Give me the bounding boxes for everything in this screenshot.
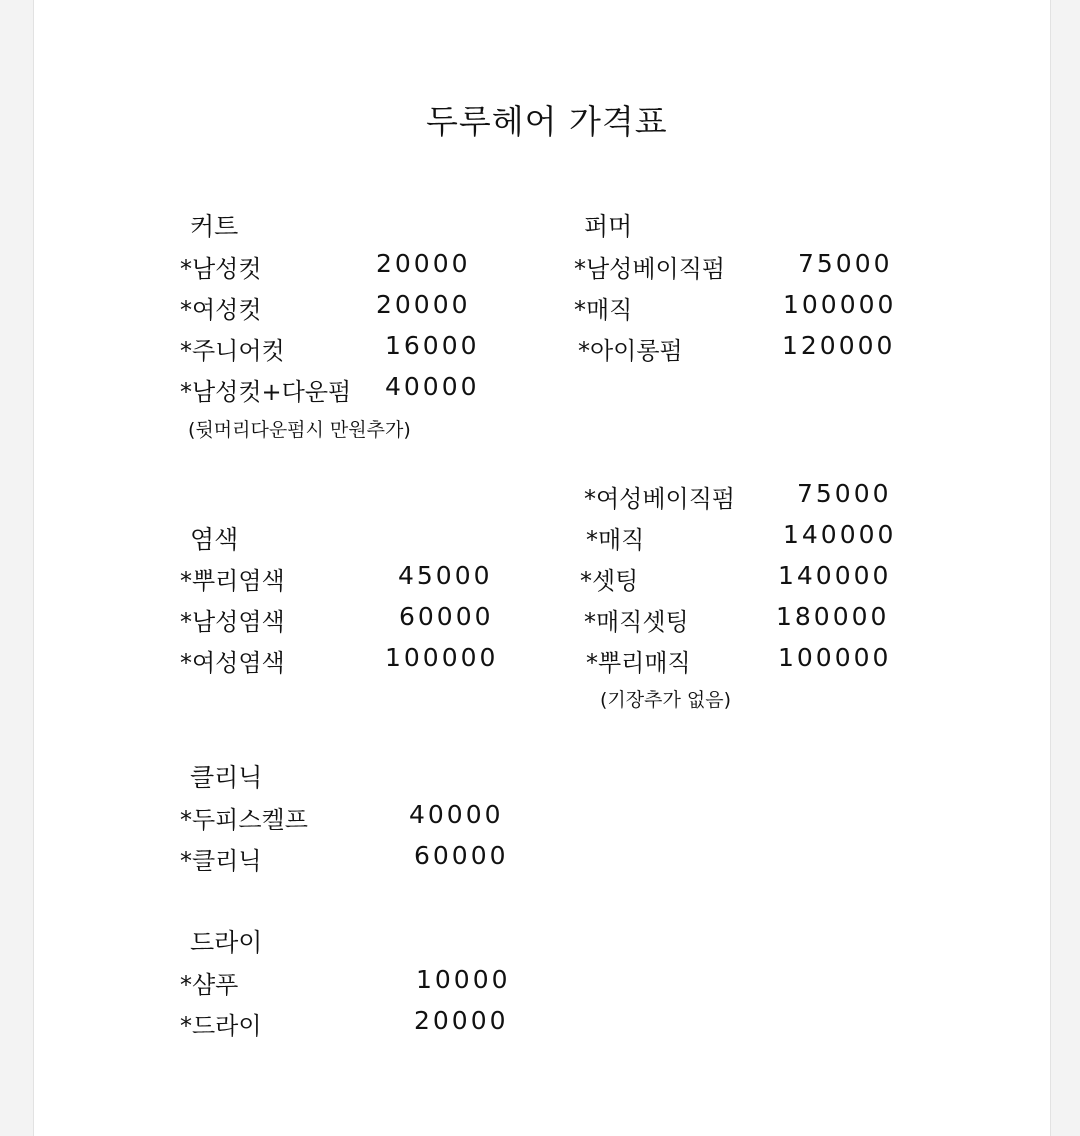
section-heading-dye: 염색 (190, 525, 239, 554)
item-price: 100000 (385, 643, 499, 672)
item-price: 75000 (798, 249, 893, 278)
item-price: 16000 (385, 331, 480, 360)
item-price: 60000 (399, 602, 494, 631)
item-name: *매직 (586, 526, 645, 554)
item-name: *드라이 (180, 1012, 262, 1040)
item-price: 140000 (783, 520, 897, 549)
item-price: 10000 (416, 965, 511, 994)
item-name: *아이롱펌 (578, 337, 683, 365)
section-heading-perm: 퍼머 (584, 212, 633, 241)
item-name: *여성컷 (180, 296, 262, 324)
item-name: *남성베이직펌 (574, 255, 726, 283)
section-heading-cut: 커트 (190, 212, 239, 241)
section-note-cut: (뒷머리다운펌시 만원추가) (188, 419, 411, 441)
page-title: 두루헤어 가격표 (426, 102, 668, 141)
item-name: *매직셋팅 (584, 608, 689, 636)
section-note-women-perm: (기장추가 없음) (600, 689, 731, 711)
item-name: *매직 (574, 296, 633, 324)
item-name: *남성컷+다운펌 (180, 378, 352, 406)
section-heading-clinic: 클리닉 (190, 763, 263, 792)
item-price: 20000 (414, 1006, 509, 1035)
item-price: 20000 (376, 290, 471, 319)
item-price: 140000 (778, 561, 892, 590)
item-name: *뿌리염색 (180, 567, 285, 595)
item-price: 60000 (414, 841, 509, 870)
item-name: *여성염색 (180, 649, 285, 677)
item-price: 20000 (376, 249, 471, 278)
item-price: 120000 (782, 331, 896, 360)
item-price: 40000 (385, 372, 480, 401)
item-price: 100000 (783, 290, 897, 319)
item-name: *클리닉 (180, 847, 262, 875)
item-name: *두피스켈프 (180, 806, 308, 834)
item-price: 45000 (398, 561, 493, 590)
section-heading-dry: 드라이 (190, 928, 263, 957)
item-name: *여성베이직펌 (584, 485, 736, 513)
item-price: 40000 (409, 800, 504, 829)
item-price: 180000 (776, 602, 890, 631)
item-name: *주니어컷 (180, 337, 285, 365)
item-price: 100000 (778, 643, 892, 672)
item-name: *남성컷 (180, 255, 262, 283)
item-price: 75000 (797, 479, 892, 508)
item-name: *셋팅 (580, 567, 639, 595)
item-name: *샴푸 (180, 971, 239, 999)
item-name: *뿌리매직 (586, 649, 691, 677)
item-name: *남성염색 (180, 608, 285, 636)
